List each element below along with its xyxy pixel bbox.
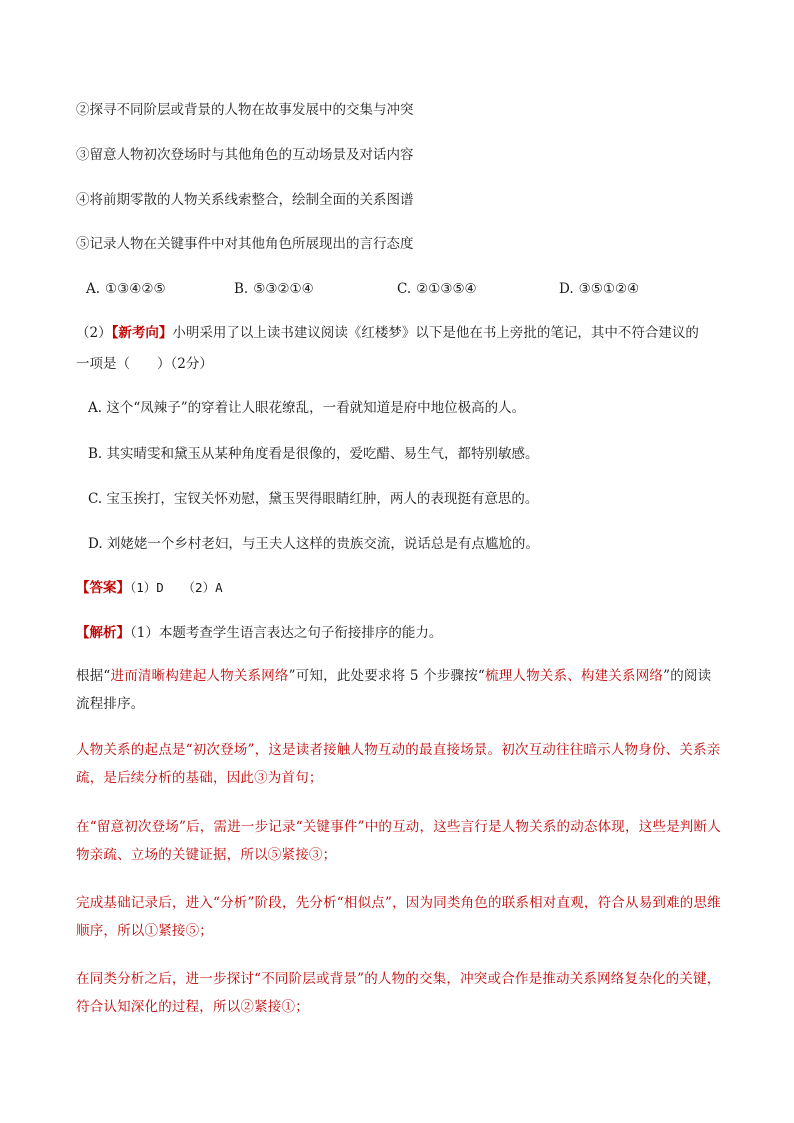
answer-tag: 【答案】 — [76, 580, 130, 596]
analysis-para-4: 完成基础记录后，进入“分析”阶段，先分析“相似点”，因为同类角色的联系相对直观，符合从易到难的思维顺序，所以①紧接⑤； — [76, 895, 721, 939]
q1-option-d: D. ③⑤①②④ — [559, 281, 640, 297]
q2-choice-d: D. 刘姥姥一个乡村老妇，与王夫人这样的贵族交流，说话总是有点尴尬的。 — [88, 536, 539, 552]
analysis-intro: 【解析】（1）本题考查学生语言表达之句子衔接排序的能力。 — [76, 625, 443, 641]
step-4: ④将前期零散的人物关系线索整合，绘制全面的关系图谱 — [76, 192, 414, 208]
analysis-tag: 【解析】 — [76, 625, 130, 641]
q2-stem-line1: （2）【新考向】小明采用了以上读书建议阅读《红楼梦》以下是他在书上旁批的笔记，其中不符合建议的 — [76, 325, 699, 341]
q2-choice-b: B. 其实晴雯和黛玉从某种角度看是很像的，爱吃醋、易生气，都特别敏感。 — [88, 446, 539, 462]
step-2: ②探寻不同阶层或背景的人物在故事发展中的交集与冲突 — [76, 102, 414, 118]
analysis-para-2: 人物关系的起点是“初次登场”，这是读者接触人物互动的最直接场景。初次互动往往暗示人物身份、关系亲疏，是后续分析的基础，因此③为首句； — [76, 742, 721, 786]
step-5: ⑤记录人物在关键事件中对其他角色所展现出的言行态度 — [76, 236, 414, 252]
answer-text: （1）D （2）A — [130, 580, 223, 595]
analysis-para-1: 根据“进而清晰构建起人物关系网络”可知，此处要求将 5 个步骤按“梳理人物关系、构建关系网络”的阅读流程排序。 — [76, 668, 712, 712]
step-3: ③留意人物初次登场时与其他角色的互动场景及对话内容 — [76, 147, 414, 163]
q1-option-b: B. ⑤③②①④ — [234, 281, 314, 297]
q2-choice-c: C. 宝玉挨打，宝钗关怀劝慰，黛玉哭得眼睛红肿，两人的表现挺有意思的。 — [88, 491, 539, 507]
q1-option-c: C. ②①③⑤④ — [397, 281, 477, 297]
analysis-para-3: 在“留意初次登场”后，需进一步记录“关键事件”中的互动，这些言行是人物关系的动态体现，这些是判断人物亲疏、立场的关键证据，所以⑤紧接③； — [76, 819, 721, 863]
q2-stem-line2: 一项是（ ）（2分） — [76, 356, 213, 372]
new-trend-tag: 【新考向】 — [111, 325, 173, 341]
answer-line — [76, 578, 223, 598]
q2-choice-a: A. 这个“凤辣子”的穿着让人眼花缭乱，一看就知道是府中地位极高的人。 — [88, 400, 526, 416]
analysis-para-5: 在同类分析之后，进一步探讨“不同阶层或背景”的人物的交集，冲突或合作是推动关系网络复杂化的关键，符合认知深化的过程，所以②紧接①； — [76, 971, 721, 1015]
q1-option-a: A. ①③④②⑤ — [86, 281, 166, 297]
